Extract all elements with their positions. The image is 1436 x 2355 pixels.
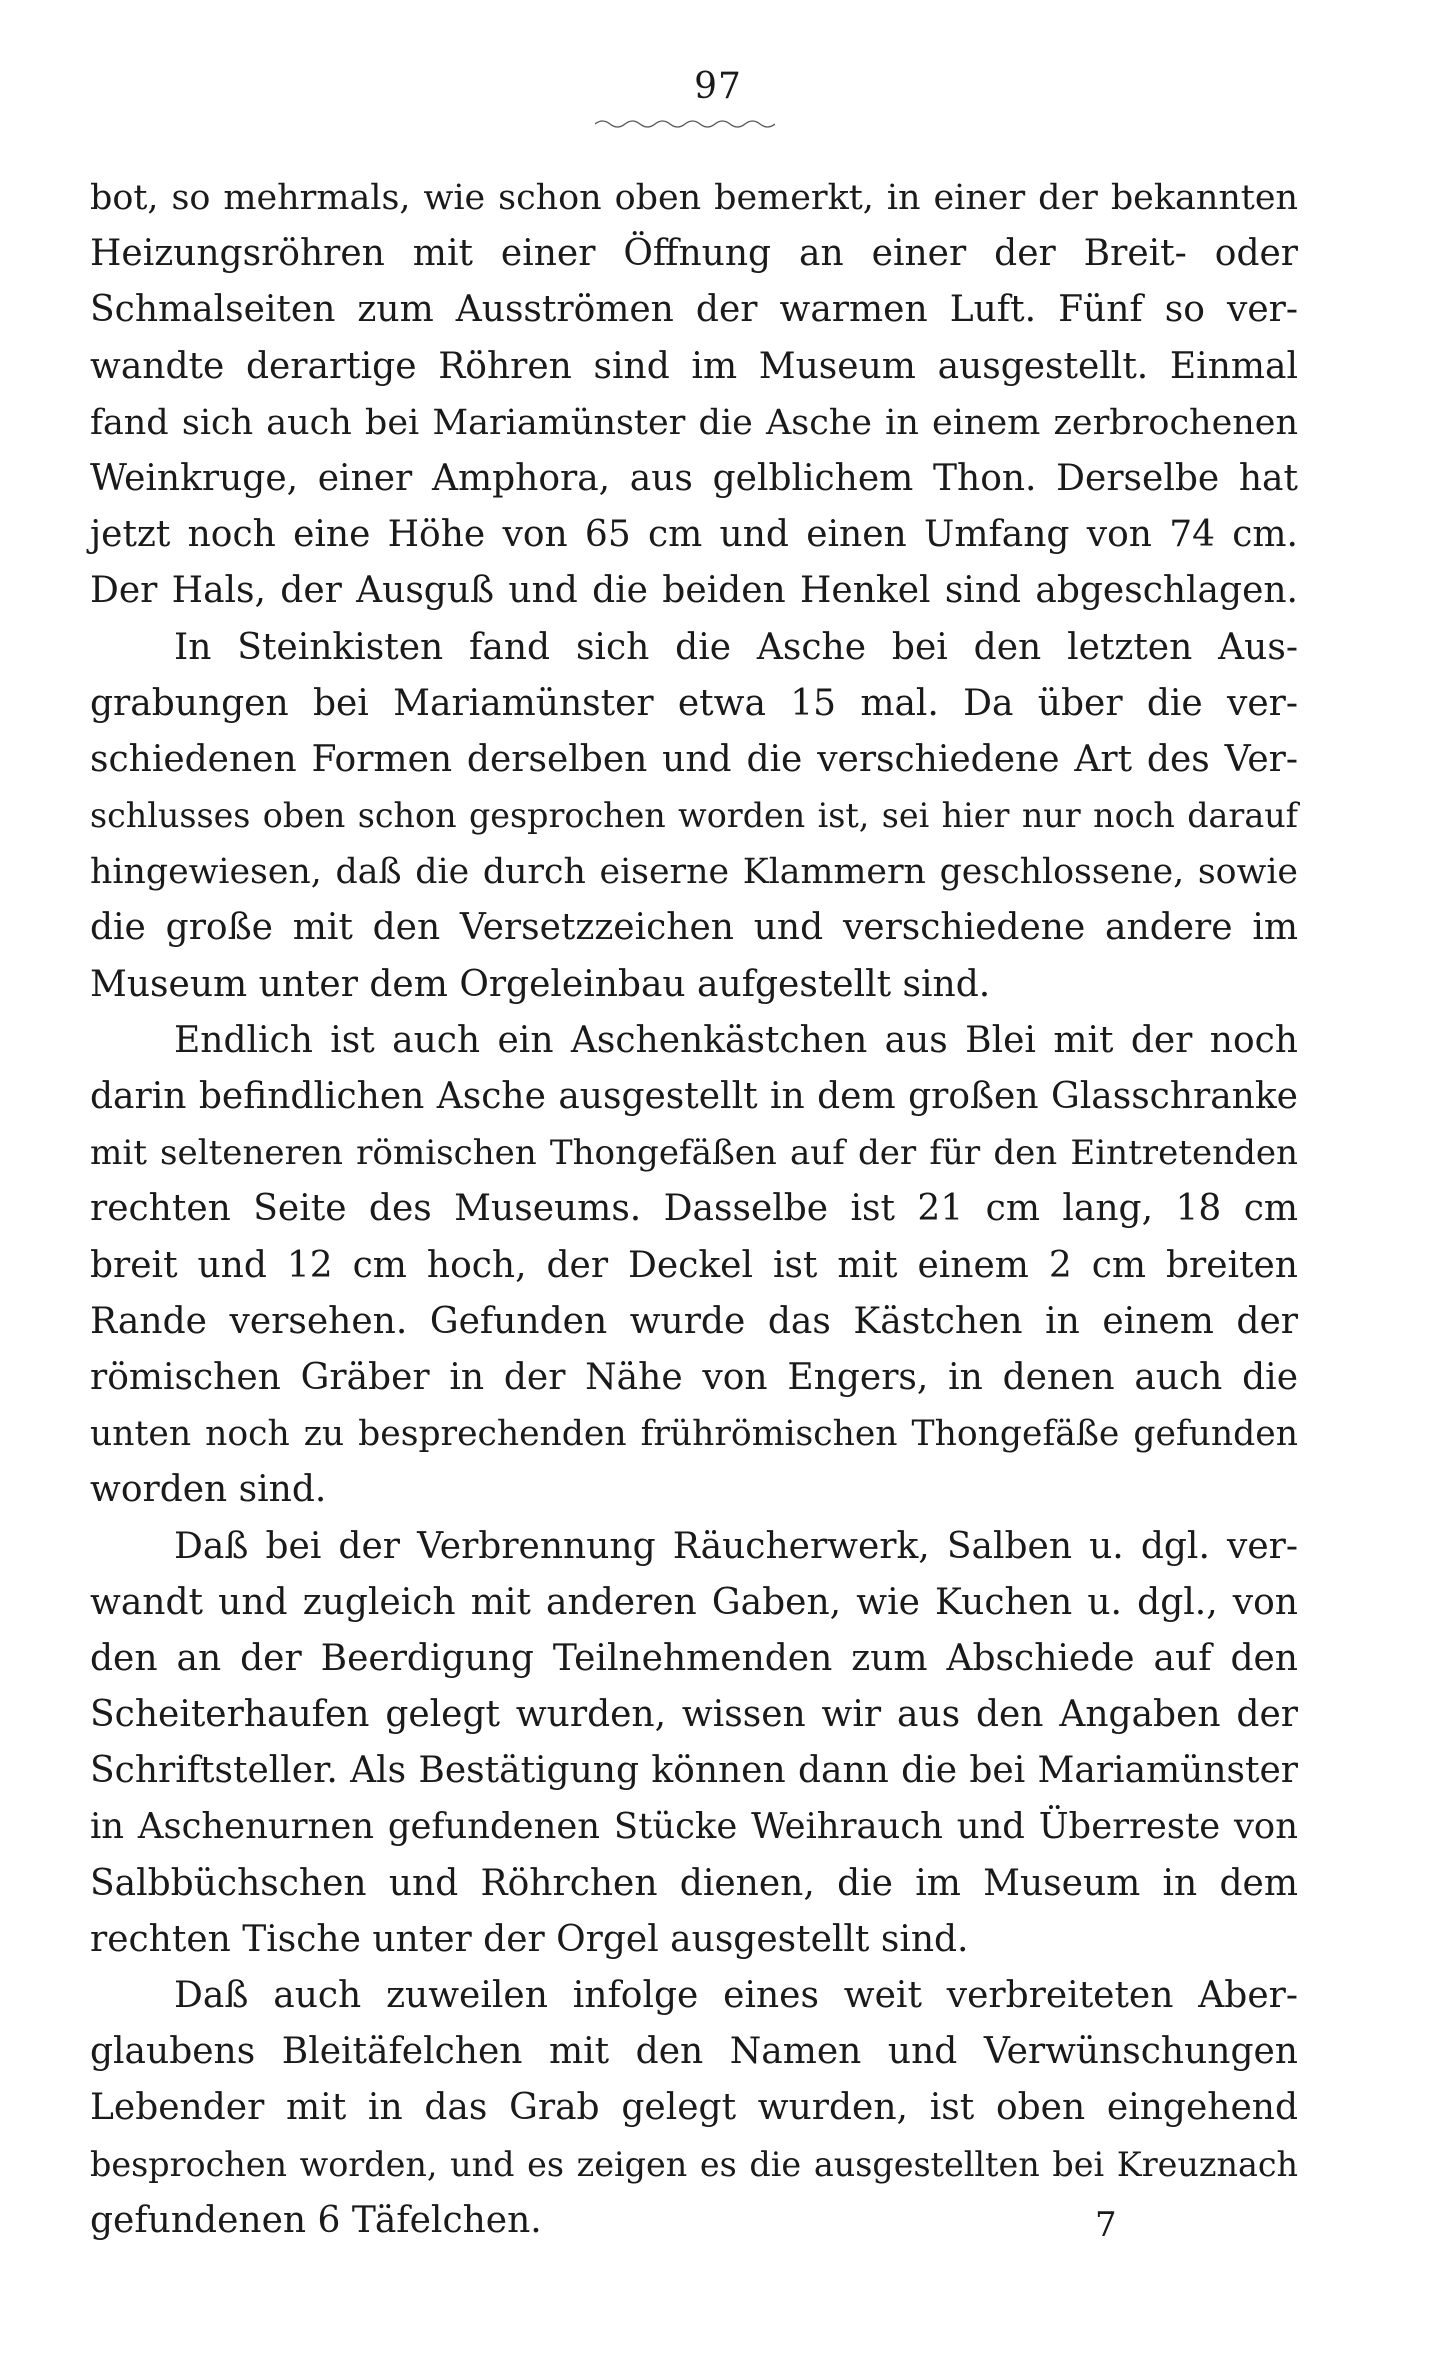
text-line: Endlich ist auch ein Aschenkästchen aus Blei mit der noch xyxy=(174,1019,1298,1061)
text-line: schlusses oben schon gesprochen worden ist, sei hier nur noch darauf xyxy=(90,796,1298,836)
text-line: Museum unter dem Orgeleinbau aufgestellt sind. xyxy=(90,963,991,1005)
text-line: darin befindlichen Asche ausgestellt in dem großen Glasschranke xyxy=(90,1076,1298,1117)
text-line: Scheiterhaufen gelegt wurden, wissen wir aus den Angaben der xyxy=(90,1694,1298,1736)
text-line: breit und 12 cm hoch, der Deckel ist mit einem 2 cm breiten xyxy=(90,1244,1298,1286)
text-line: Weinkruge, einer Amphora, aus gelblichem Thon. Derselbe hat xyxy=(90,457,1298,499)
text-line: Daß bei der Verbrennung Räucherwerk, Salben u. dgl. ver- xyxy=(174,1525,1298,1567)
text-line: hingewiesen, daß die durch eiserne Klammern geschlossene, sowie xyxy=(90,852,1298,893)
text-line: Heizungsröhren mit einer Öffnung an einer der Breit- oder xyxy=(90,233,1298,275)
text-line: schiedenen Formen derselben und die verschiedene Art des Ver- xyxy=(90,738,1298,780)
text-line: Rande versehen. Gefunden wurde das Kästchen in einem der xyxy=(90,1300,1298,1342)
signature-mark: 7 xyxy=(1095,2205,1117,2245)
text-line: worden sind. xyxy=(90,1469,327,1511)
text-line: grabungen bei Mariamünster etwa 15 mal. Da über die ver- xyxy=(90,682,1298,724)
text-line: gefundenen 6 Täfelchen. xyxy=(90,2199,542,2241)
text-line: die große mit den Versetzzeichen und verschiedene andere im xyxy=(90,907,1298,949)
text-line: wandt und zugleich mit anderen Gaben, wie Kuchen u. dgl., von xyxy=(90,1581,1298,1623)
text-line: bot, so mehrmals, wie schon oben bemerkt, in einer der bekannten xyxy=(90,178,1298,218)
text-line: wandte derartige Röhren sind im Museum ausgestellt. Einmal xyxy=(90,345,1298,387)
text-line: rechten Seite des Museums. Dasselbe ist 21 cm lang, 18 cm xyxy=(90,1188,1298,1230)
text-line: fand sich auch bei Mariamünster die Asche in einem zerbrochenen xyxy=(90,402,1298,443)
text-line: in Aschenurnen gefundenen Stücke Weihrauch und Überreste von xyxy=(90,1806,1298,1848)
text-line: Schmalseiten zum Ausströmen der warmen Luft. Fünf so ver- xyxy=(90,289,1298,331)
text-line: jetzt noch eine Höhe von 65 cm und einen Umfang von 74 cm. xyxy=(90,514,1298,556)
text-line: römischen Gräber in der Nähe von Engers, in denen auch die xyxy=(90,1356,1298,1398)
text-line: In Steinkisten fand sich die Asche bei den letzten Aus- xyxy=(174,626,1298,668)
body-text xyxy=(90,170,1298,2249)
text-line: Schriftsteller. Als Bestätigung können dann die bei Mariamünster xyxy=(90,1750,1298,1792)
text-line: besprochen worden, und es zeigen es die ausgestellten bei Kreuznach xyxy=(90,2144,1298,2184)
text-line: Der Hals, der Ausguß und die beiden Henkel sind abgeschlagen. xyxy=(90,570,1298,612)
text-line: Salbbüchschen und Röhrchen dienen, die im Museum in dem xyxy=(90,1862,1298,1904)
text-line: den an der Beerdigung Teilnehmenden zum Abschiede auf den xyxy=(90,1637,1298,1679)
header-ornament xyxy=(595,118,775,130)
text-line: unten noch zu besprechenden frührömischen Thongefäße gefunden xyxy=(90,1414,1298,1455)
text-line: Lebender mit in das Grab gelegt wurden, ist oben eingehend xyxy=(90,2087,1298,2129)
text-line: Daß auch zuweilen infolge eines weit verbreiteten Aber- xyxy=(174,1975,1298,2016)
text-line: mit selteneren römischen Thongefäßen auf der für den Eintretenden xyxy=(90,1133,1298,1174)
page-number: 97 xyxy=(694,66,742,107)
text-line: rechten Tische unter der Orgel ausgestellt sind. xyxy=(90,1918,969,1960)
text-line: glaubens Bleitäfelchen mit den Namen und Verwünschungen xyxy=(90,2031,1298,2073)
